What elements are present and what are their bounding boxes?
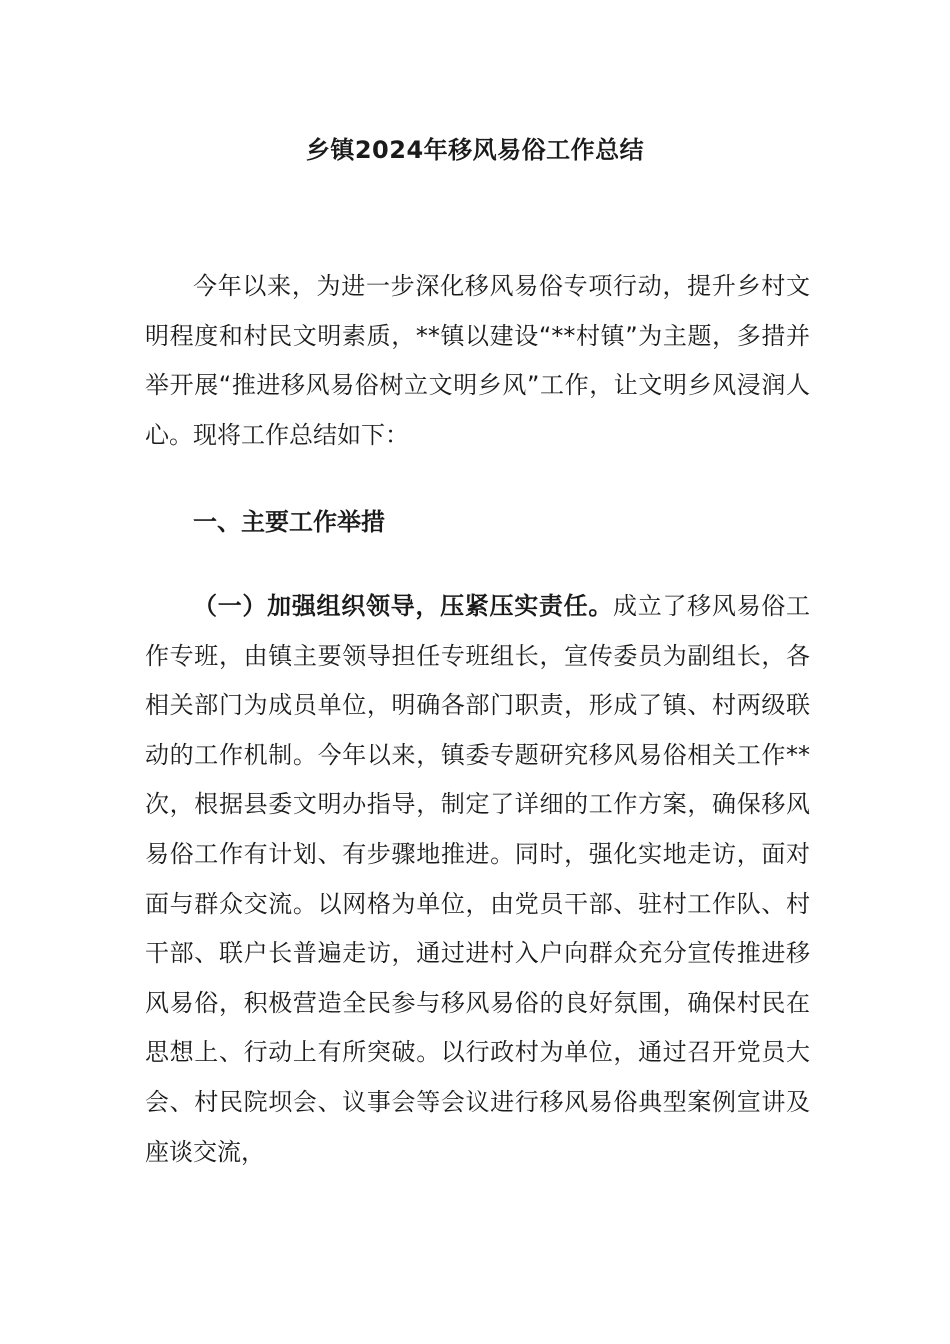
paragraph-lead-sentence: （一）加强组织领导，压紧压实责任。 [193,592,614,620]
section-heading-main-measures: 一、主要工作举措 [193,508,385,536]
paragraph-organization-leadership [145,582,810,1177]
intro-paragraph: 今年以来，为进一步深化移风易俗专项行动，提升乡村文明程度和村民文明素质，**镇以建设“**村镇”为主题，多措并举开展“推进移风易俗树立文明乡风”工作，让文明乡风浸润人心。现将工作总结如下： [145,272,810,449]
paragraph-body-text: 成立了移风易俗工作专班，由镇主要领导担任专班组长，宣传委员为副组长，各相关部门为成员单位，明确各部门职责，形成了镇、村两级联动的工作机制。今年以来，镇委专题研究移风易俗相关工作**次，根据县委文明办指导，制定了详细的工作方案，确保移风易俗工作有计划、有步骤地推进。同时，强化实地走访，面对面与群众交流。以网格为单位，由党员干部、驻村工作队、村干部、联户长普遍走访，通过进村入户向群众充分宣传推进移风易俗，积极营造全民参与移风易俗的良好氛围，确保村民在思想上、行动上有所突破。以行政村为单位，通过召开党员大会、村民院坝会、议事会等会议进行移风易俗典型案例宣讲及座谈交流， [145,592,811,1166]
document-title: 乡镇2024年移风易俗工作总结 [305,136,645,164]
